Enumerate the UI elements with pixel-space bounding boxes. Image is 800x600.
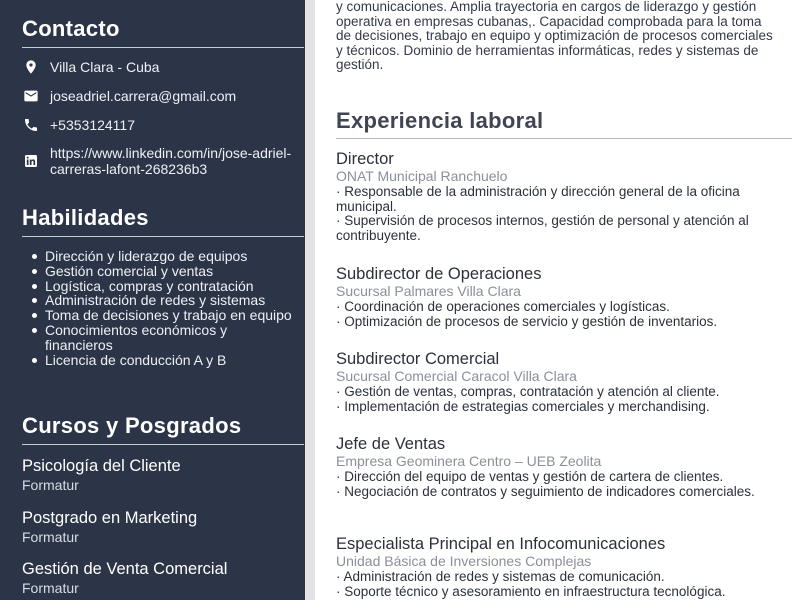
contact-linkedin[interactable] [22, 145, 295, 177]
contact-phone-text[interactable]: +5353124117 [50, 117, 135, 133]
job-entry [336, 535, 792, 599]
job-bullet: · Implementación de estrategias comerciales y merchandising. [336, 398, 710, 414]
job-title: Subdirector Comercial [336, 350, 500, 368]
job-bullet: · Responsable de la administración y dirección general de la oficina municipal. [336, 184, 740, 214]
profile-summary: y comunicaciones. Amplia trayectoria en cargos de liderazgo y gestión operativa en empresas cubanas,. Capacidad comprobada para la toma de decisiones, trabajo en equipo y optimización de procesos comerciales y técnicos. Dominio de herramientas informáticas, redes y sistemas de gestión. [336, 0, 773, 73]
job-title: Director [336, 150, 394, 168]
job-entry [336, 350, 792, 414]
job-bullet: · Coordinación de operaciones comerciales y logísticas. [336, 299, 670, 314]
contact-divider [22, 47, 304, 48]
skill-item: Toma de decisiones y trabajo en equipo [22, 308, 292, 323]
course-item [22, 560, 227, 596]
courses-section-title: Cursos y Posgrados [22, 413, 242, 438]
job-title: Subdirector de Operaciones [336, 265, 542, 283]
job-company: Sucursal Palmares Villa Clara [336, 283, 521, 299]
job-company: ONAT Municipal Ranchuelo [336, 168, 508, 184]
job-title: Jefe de Ventas [336, 435, 446, 453]
job-bullet: · Administración de redes y sistemas de comunicación. [336, 569, 665, 584]
contact-phone[interactable] [22, 117, 295, 133]
job-bullet: · Soporte técnico y asesoramiento en infraestructura tecnológica. [336, 583, 726, 599]
sidebar [0, 0, 305, 600]
skill-item: Logística, compras y contratación [22, 279, 292, 294]
experience-divider [336, 138, 792, 139]
main-side-strip [305, 0, 315, 600]
course-school: Formatur [22, 529, 79, 545]
course-item [22, 509, 197, 545]
contact-location [22, 59, 295, 75]
skill-item: Dirección y liderazgo de equipos [22, 249, 292, 264]
contact-email-text[interactable]: joseadriel.carrera@gmail.com [50, 88, 237, 104]
contact-linkedin-text[interactable]: https://www.linkedin.com/in/jose-adriel-carreras-lafont-268236b3 [50, 145, 292, 177]
course-school: Formatur [22, 477, 79, 493]
courses-divider [22, 444, 304, 445]
job-bullet: · Gestión de ventas, compras, contratación y atención al cliente. [336, 384, 720, 399]
contact-email[interactable] [22, 88, 295, 104]
job-title: Especialista Principal en Infocomunicaciones [336, 535, 666, 553]
contact-location-text: Villa Clara - Cuba [50, 59, 160, 75]
experience-section-title: Experiencia laboral [336, 108, 544, 133]
job-entry [336, 150, 792, 243]
linkedin-icon [22, 153, 39, 169]
location-pin-icon [22, 59, 39, 75]
skill-item: Administración de redes y sistemas [22, 293, 292, 308]
skill-item: Licencia de conducción A y B [22, 353, 292, 368]
course-name: Gestión de Venta Comercial [22, 560, 228, 578]
job-company: Empresa Geominera Centro – UEB Zeolita [336, 453, 602, 469]
job-company: Sucursal Comercial Caracol Villa Clara [336, 368, 577, 384]
email-icon [22, 88, 39, 104]
skills-section-title: Habilidades [22, 205, 149, 230]
main-content [305, 0, 800, 600]
skills-divider [22, 236, 304, 237]
course-school: Formatur [22, 580, 79, 596]
skill-item: Gestión comercial y ventas [22, 264, 292, 279]
phone-icon [22, 117, 39, 133]
skill-item: Conocimientos económicos y financieros [22, 323, 292, 353]
job-bullet: · Negociación de contratos y seguimiento de indicadores comerciales. [336, 483, 755, 499]
job-entry [336, 265, 792, 329]
job-company: Unidad Básica de Inversiones Complejas [336, 553, 592, 569]
job-entry [336, 435, 792, 499]
contact-section-title: Contacto [22, 16, 120, 41]
job-bullet: · Supervisión de procesos internos, gestión de personal y atención al contribuyente. [336, 213, 749, 243]
skills-list [22, 249, 292, 367]
course-name: Postgrado en Marketing [22, 509, 198, 527]
course-item [22, 457, 181, 493]
job-bullet: · Dirección del equipo de ventas y gestión de cartera de clientes. [336, 469, 724, 484]
job-bullet: · Optimización de procesos de servicio y gestión de inventarios. [336, 313, 718, 329]
course-name: Psicología del Cliente [22, 457, 181, 475]
